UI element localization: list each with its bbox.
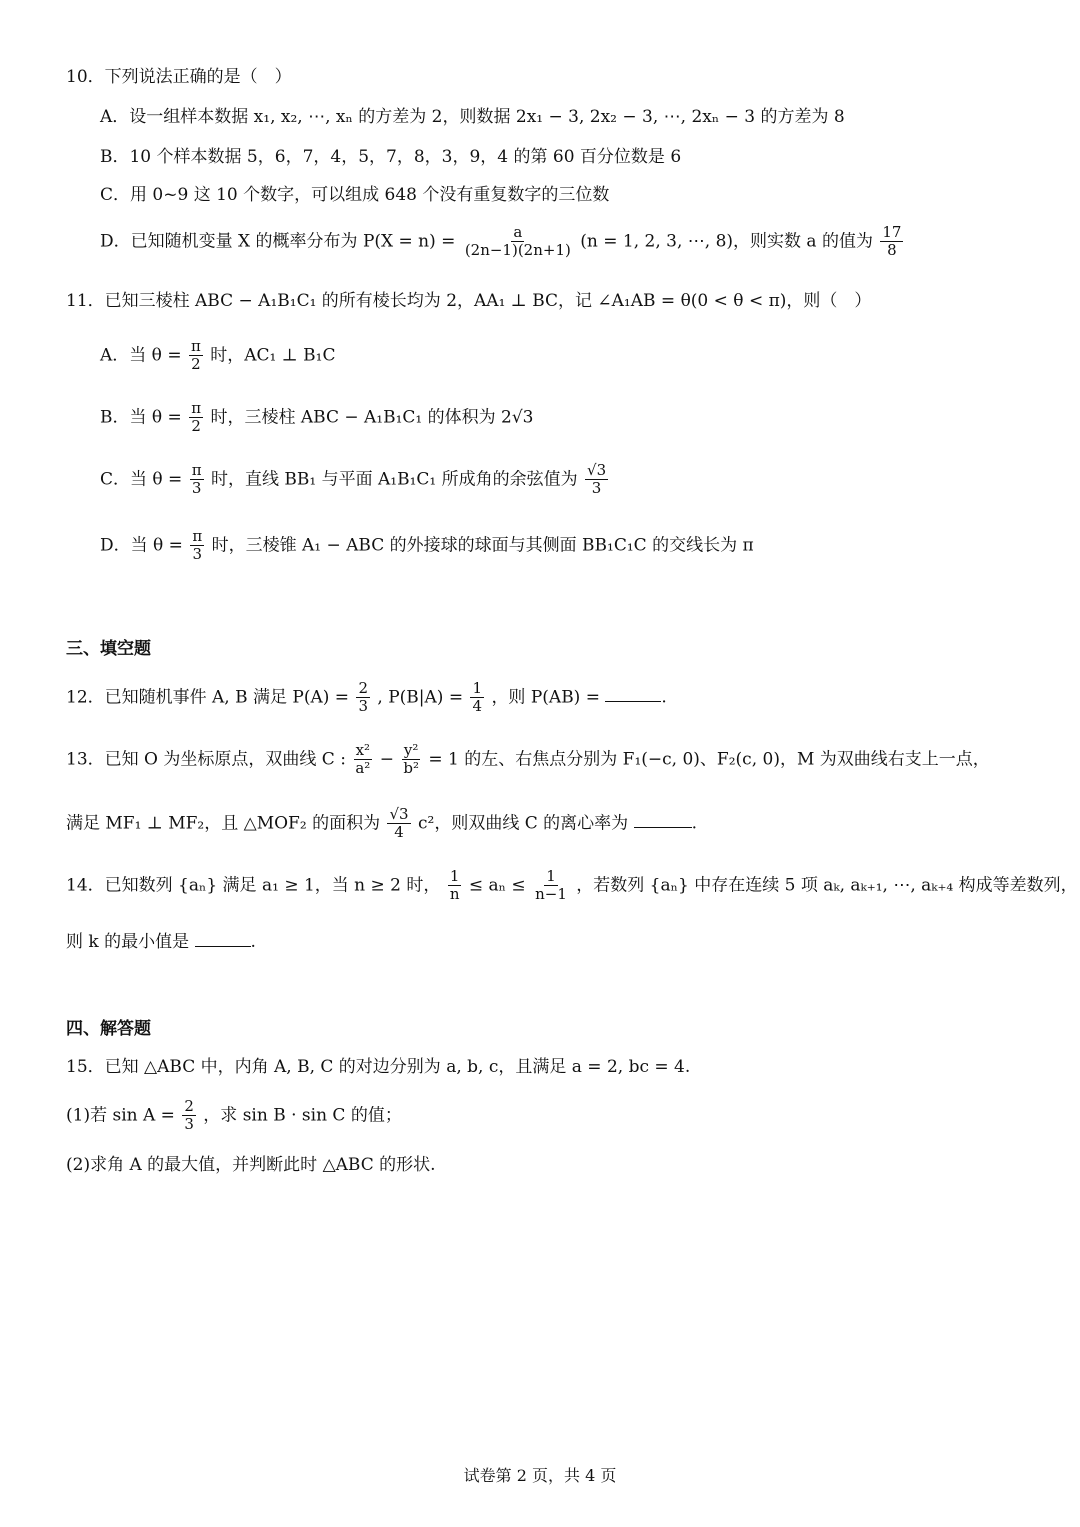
- fraction-denominator: 3: [591, 479, 602, 498]
- q14-mid: ≤ aₙ ≤: [468, 875, 526, 896]
- q10-stem: 10．下列说法正确的是（ ）: [66, 67, 292, 87]
- q15-stem: 15．已知 △ABC 中，内角 A, B, C 的对边分别为 a, b, c，且满足 a = 2, bc = 4.: [66, 1057, 691, 1077]
- option-pre: B．当 θ =: [100, 407, 182, 428]
- fraction-denominator: 2: [191, 355, 201, 374]
- theta-fraction: [190, 528, 204, 564]
- theta-fraction: [189, 400, 203, 436]
- section-heading-fill-in: 三、填空题: [66, 639, 151, 659]
- fraction-numerator: 1: [472, 679, 483, 697]
- fraction-denominator: 3: [192, 545, 203, 564]
- q10-option-b: B．10 个样本数据 5，6，7，4，5，7，8，3，9，4 的第 60 百分位数是 6: [100, 147, 682, 167]
- q11-stem: 11．已知三棱柱 ABC − A₁B₁C₁ 的所有棱长均为 2，AA₁ ⊥ BC，记 ∠A₁AB = θ(0 < θ < π)，则（ ）: [66, 291, 872, 311]
- fraction-numerator: 1: [546, 867, 556, 885]
- q13-line2-pre: 满足 MF₁ ⊥ MF₂，且 △MOF₂ 的面积为: [66, 813, 381, 834]
- fraction-numerator: a: [513, 223, 523, 241]
- answer-blank[interactable]: [605, 687, 661, 702]
- q11-option-c: [100, 462, 610, 498]
- section-heading-solutions: 四、解答题: [66, 1019, 151, 1039]
- q15-sin-fraction: [182, 1098, 196, 1134]
- q13-pre: 13．已知 O 为坐标原点，双曲线 C :: [66, 749, 346, 770]
- q12-mid: , P(B|A) =: [377, 687, 464, 708]
- option-pre: C．当 θ =: [100, 469, 183, 490]
- q10-option-a: A．设一组样本数据 x₁, x₂, ⋯, xₙ 的方差为 2，则数据 2x₁ − 3, 2x₂ − 3, ⋯, 2xₙ − 3 的方差为 8: [100, 107, 845, 127]
- fraction-denominator: 3: [358, 697, 369, 716]
- fraction-numerator: 17: [882, 223, 902, 241]
- fraction-numerator: π: [192, 527, 203, 545]
- fraction-numerator: √3: [587, 461, 607, 479]
- fraction-numerator: √3: [389, 805, 409, 823]
- fraction-denominator: n−1: [535, 885, 567, 904]
- q14-pre: 14．已知数列 {aₙ} 满足 a₁ ≥ 1，当 n ≥ 2 时，: [66, 875, 441, 896]
- fraction-denominator: 8: [887, 241, 897, 260]
- option-pre: A．当 θ =: [100, 345, 182, 366]
- q11-option-a: [100, 338, 335, 374]
- option-pre: D．当 θ =: [100, 535, 183, 556]
- answer-blank[interactable]: [634, 813, 692, 828]
- fraction-numerator: 2: [184, 1097, 194, 1115]
- q12: [66, 680, 667, 716]
- q10-option-c: C．用 0~9 这 10 个数字，可以组成 648 个没有重复数字的三位数: [100, 185, 610, 205]
- q12-post: ，则 P(AB) =: [491, 687, 600, 708]
- q14-fraction-2: [533, 868, 569, 904]
- fraction-denominator: 4: [472, 697, 483, 716]
- fraction-denominator: 2: [191, 417, 201, 436]
- fraction-denominator: a²: [355, 759, 371, 778]
- q14-line-1: [66, 868, 1078, 904]
- q15-part-1: [66, 1098, 402, 1134]
- fraction-denominator: n: [449, 885, 460, 904]
- fraction-numerator: π: [191, 399, 202, 417]
- fraction-numerator: π: [191, 461, 202, 479]
- q14-post: ，若数列 {aₙ} 中存在连续 5 项 aₖ, aₖ₊₁, ⋯, aₖ₊₄ 构成等差数列，: [576, 875, 1078, 896]
- q12-fraction-1: [356, 680, 370, 716]
- q14-fraction-1: [448, 868, 462, 904]
- theta-fraction: [189, 338, 203, 374]
- q14-line-2: [66, 932, 256, 952]
- fraction-numerator: y²: [403, 741, 419, 759]
- option-post: 时，直线 BB₁ 与平面 A₁B₁C₁ 所成角的余弦值为: [210, 469, 578, 490]
- minus-sign: −: [379, 749, 394, 770]
- q13-area-fraction: [387, 806, 410, 842]
- answer-fraction: [585, 462, 608, 498]
- q10-d-answer-fraction: [880, 224, 903, 260]
- q12-end: .: [661, 687, 667, 708]
- q10-d-pre: D．已知随机变量 X 的概率分布为 P(X = n) =: [100, 231, 456, 252]
- fraction-numerator: 1: [449, 867, 460, 885]
- fraction-denominator: 3: [191, 479, 202, 498]
- q15-p1-post: ，求 sin B · sin C 的值；: [203, 1105, 402, 1126]
- q11-option-d: [100, 528, 754, 564]
- option-post: 时，三棱锥 A₁ − ABC 的外接球的球面与其侧面 BB₁C₁C 的交线长为 π: [211, 535, 754, 556]
- q13-line-1: [66, 742, 990, 778]
- option-post: 时，AC₁ ⊥ B₁C: [210, 345, 336, 366]
- q13-end: .: [691, 813, 697, 834]
- q14-line2-text: 则 k 的最小值是: [66, 932, 190, 952]
- fraction-numerator: x²: [355, 741, 371, 759]
- q15-p1-pre: (1)若 sin A =: [66, 1105, 175, 1126]
- page-footer: 试卷第 2 页，共 4 页: [463, 1466, 617, 1485]
- fraction-denominator: b²: [403, 759, 419, 778]
- answer-blank[interactable]: [195, 932, 251, 947]
- option-post: 时，三棱柱 ABC − A₁B₁C₁ 的体积为 2√3: [210, 407, 534, 428]
- q13-fraction-x: [353, 742, 372, 778]
- q15-part-2: (2)求角 A 的最大值，并判断此时 △ABC 的形状.: [66, 1155, 436, 1175]
- fraction-denominator: (2n−1)(2n+1): [464, 241, 571, 260]
- q14-end: .: [250, 932, 256, 952]
- q10-d-fraction: [463, 224, 573, 260]
- q10-d-mid: (n = 1, 2, 3, ⋯, 8)，则实数 a 的值为: [580, 231, 873, 252]
- fraction-denominator: 4: [394, 823, 404, 842]
- fraction-denominator: 3: [184, 1115, 194, 1134]
- q12-pre: 12．已知随机事件 A, B 满足 P(A) =: [66, 687, 350, 708]
- theta-fraction: [190, 462, 204, 498]
- q13-line-2: [66, 806, 697, 842]
- q10-option-d: [100, 224, 905, 260]
- fraction-numerator: 2: [358, 679, 369, 697]
- q13-fraction-y: [401, 742, 421, 778]
- fraction-numerator: π: [190, 337, 201, 355]
- q13-line2-post: c²，则双曲线 C 的离心率为: [418, 813, 629, 834]
- q11-option-b: [100, 400, 534, 436]
- q12-fraction-2: [470, 680, 484, 716]
- q13-post: = 1 的左、右焦点分别为 F₁(−c, 0)、F₂(c, 0)，M 为双曲线右支上一点，: [428, 749, 990, 770]
